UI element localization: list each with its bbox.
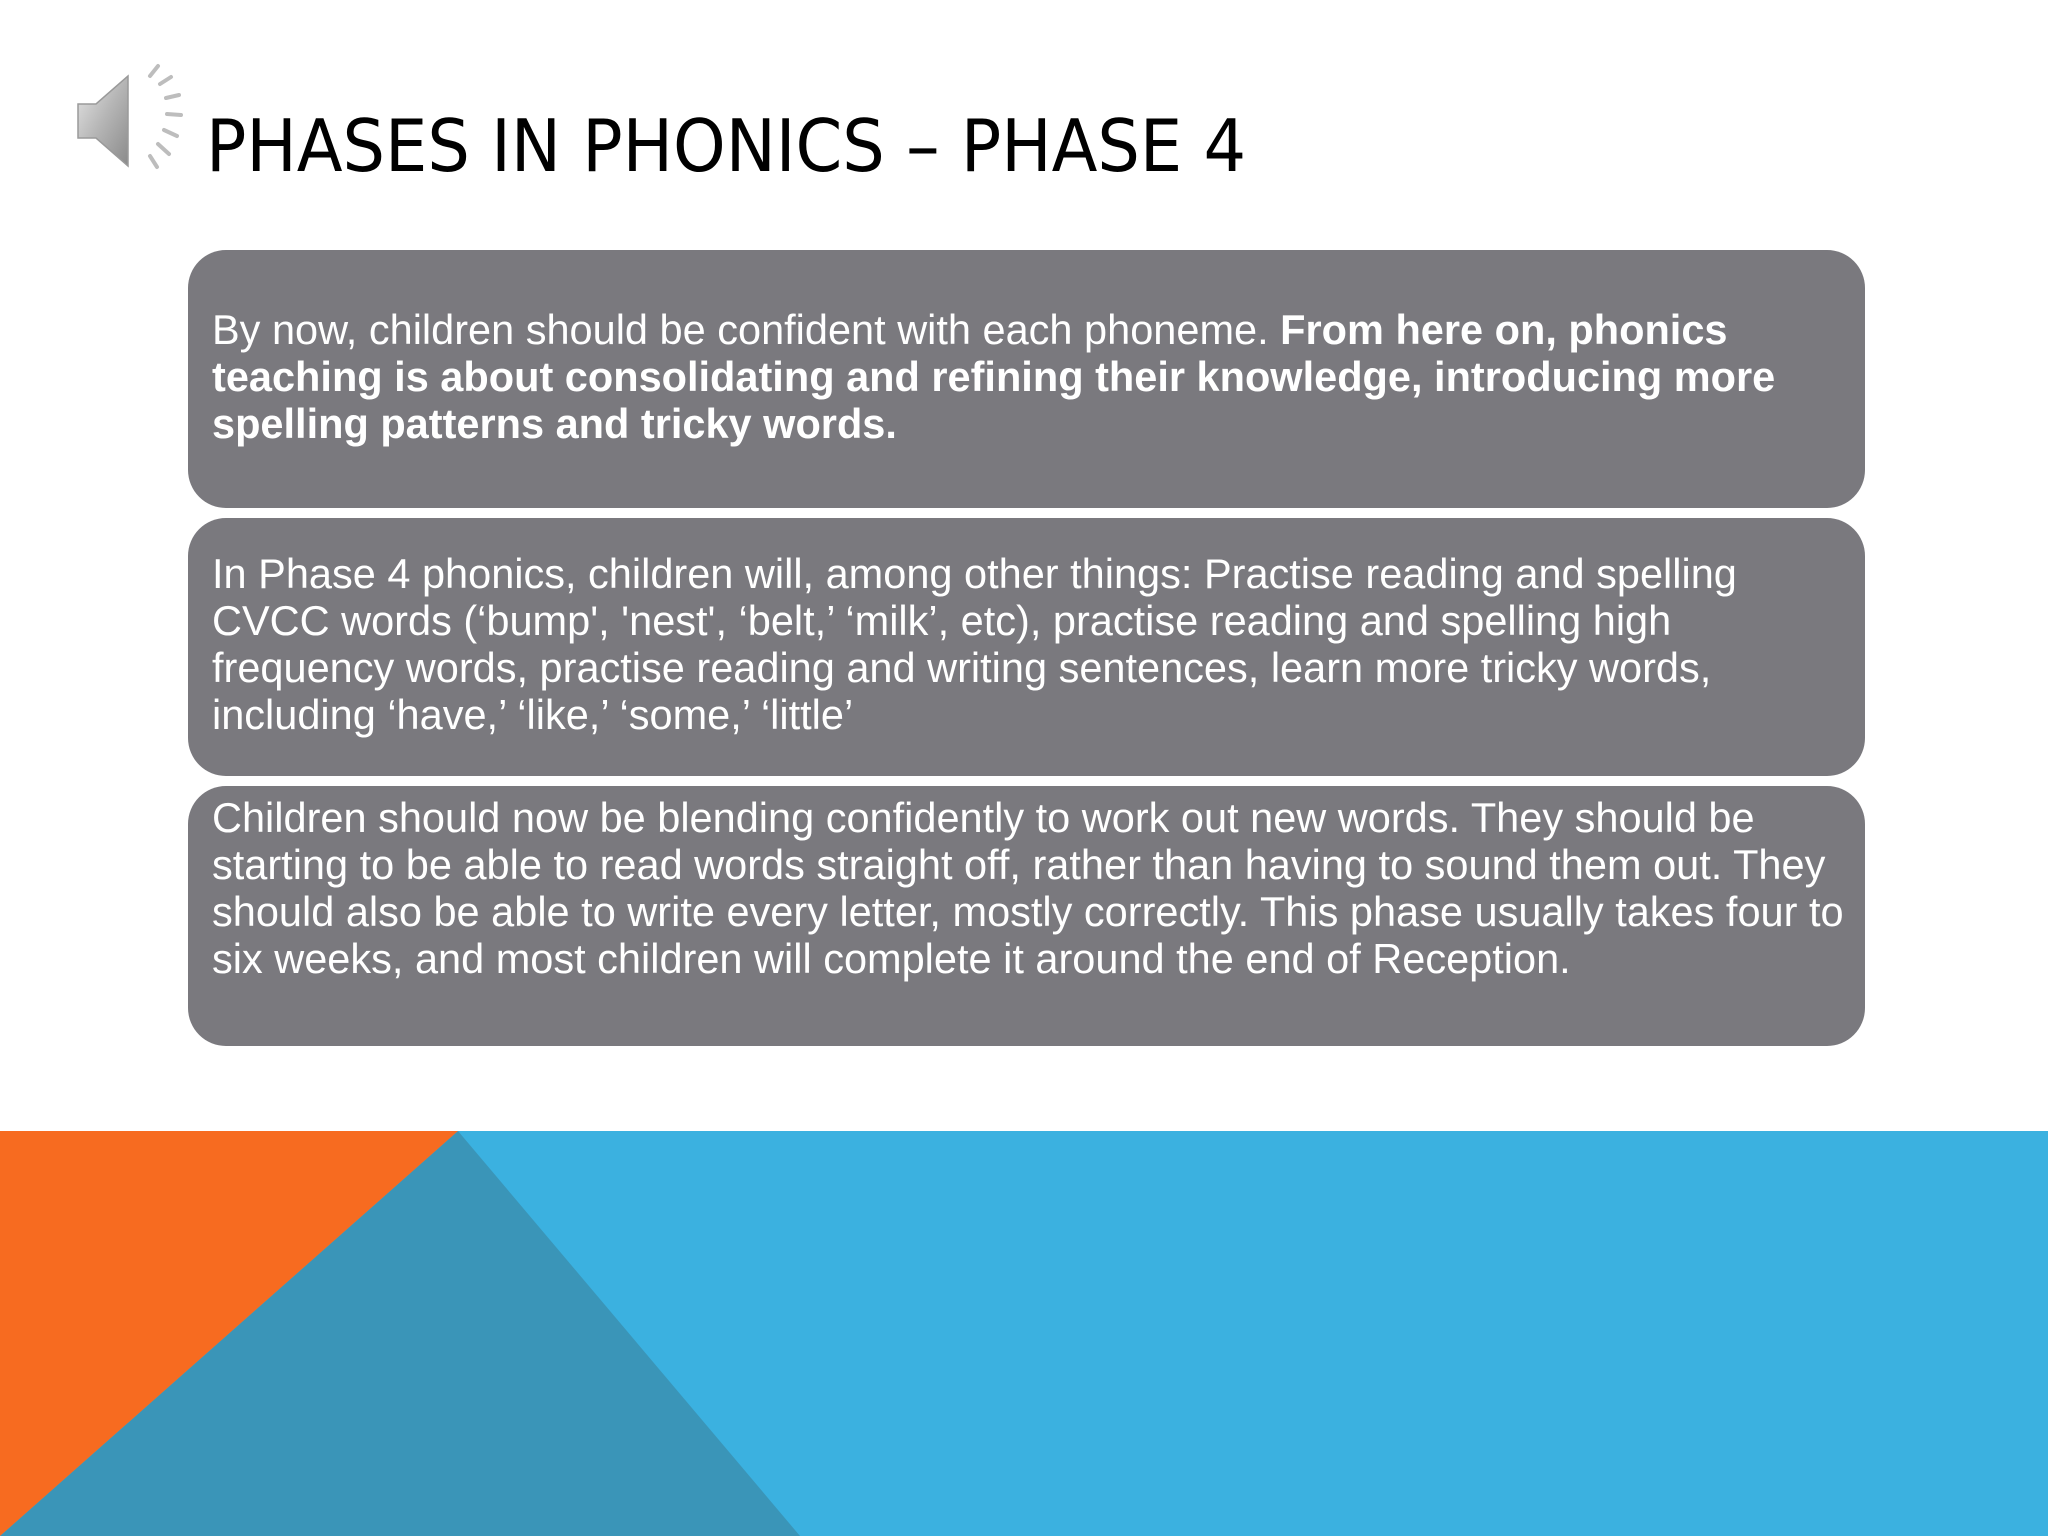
box-text-regular: By now, children should be confident with each phoneme. bbox=[212, 306, 1281, 353]
box-text-bold: From here on, phonics teaching is about consolidating and refining their knowledge, introducing more spelling patterns and tricky words. bbox=[212, 306, 1776, 447]
decorative-footer-shapes bbox=[0, 1131, 2048, 1536]
content-box-phase4-activities bbox=[188, 518, 1865, 776]
box-text bbox=[212, 306, 1845, 447]
slide-title: PHASES IN PHONICS – PHASE 4 bbox=[206, 104, 1247, 188]
box-text: In Phase 4 phonics, children will, among other things: Practise reading and spelling CVCC words (‘bump', 'nest', ‘belt,’ ‘milk’, etc), practise reading and spelling high frequency words, practise reading and writing sentences, learn more tricky words, including ‘have,’ ‘like,’ ‘some,’ ‘little’ bbox=[212, 550, 1737, 738]
box-text: Children should now be blending confidently to work out new words. They should be starting to be able to read words straight off, rather than having to sound them out. They should also be able to write every letter, mostly correctly. This phase usually takes four to six weeks, and most children will complete it around the end of Reception. bbox=[212, 794, 1844, 982]
speaker-icon[interactable] bbox=[70, 62, 188, 172]
content-box-blending bbox=[188, 786, 1865, 1046]
content-box-consolidation bbox=[188, 250, 1865, 508]
